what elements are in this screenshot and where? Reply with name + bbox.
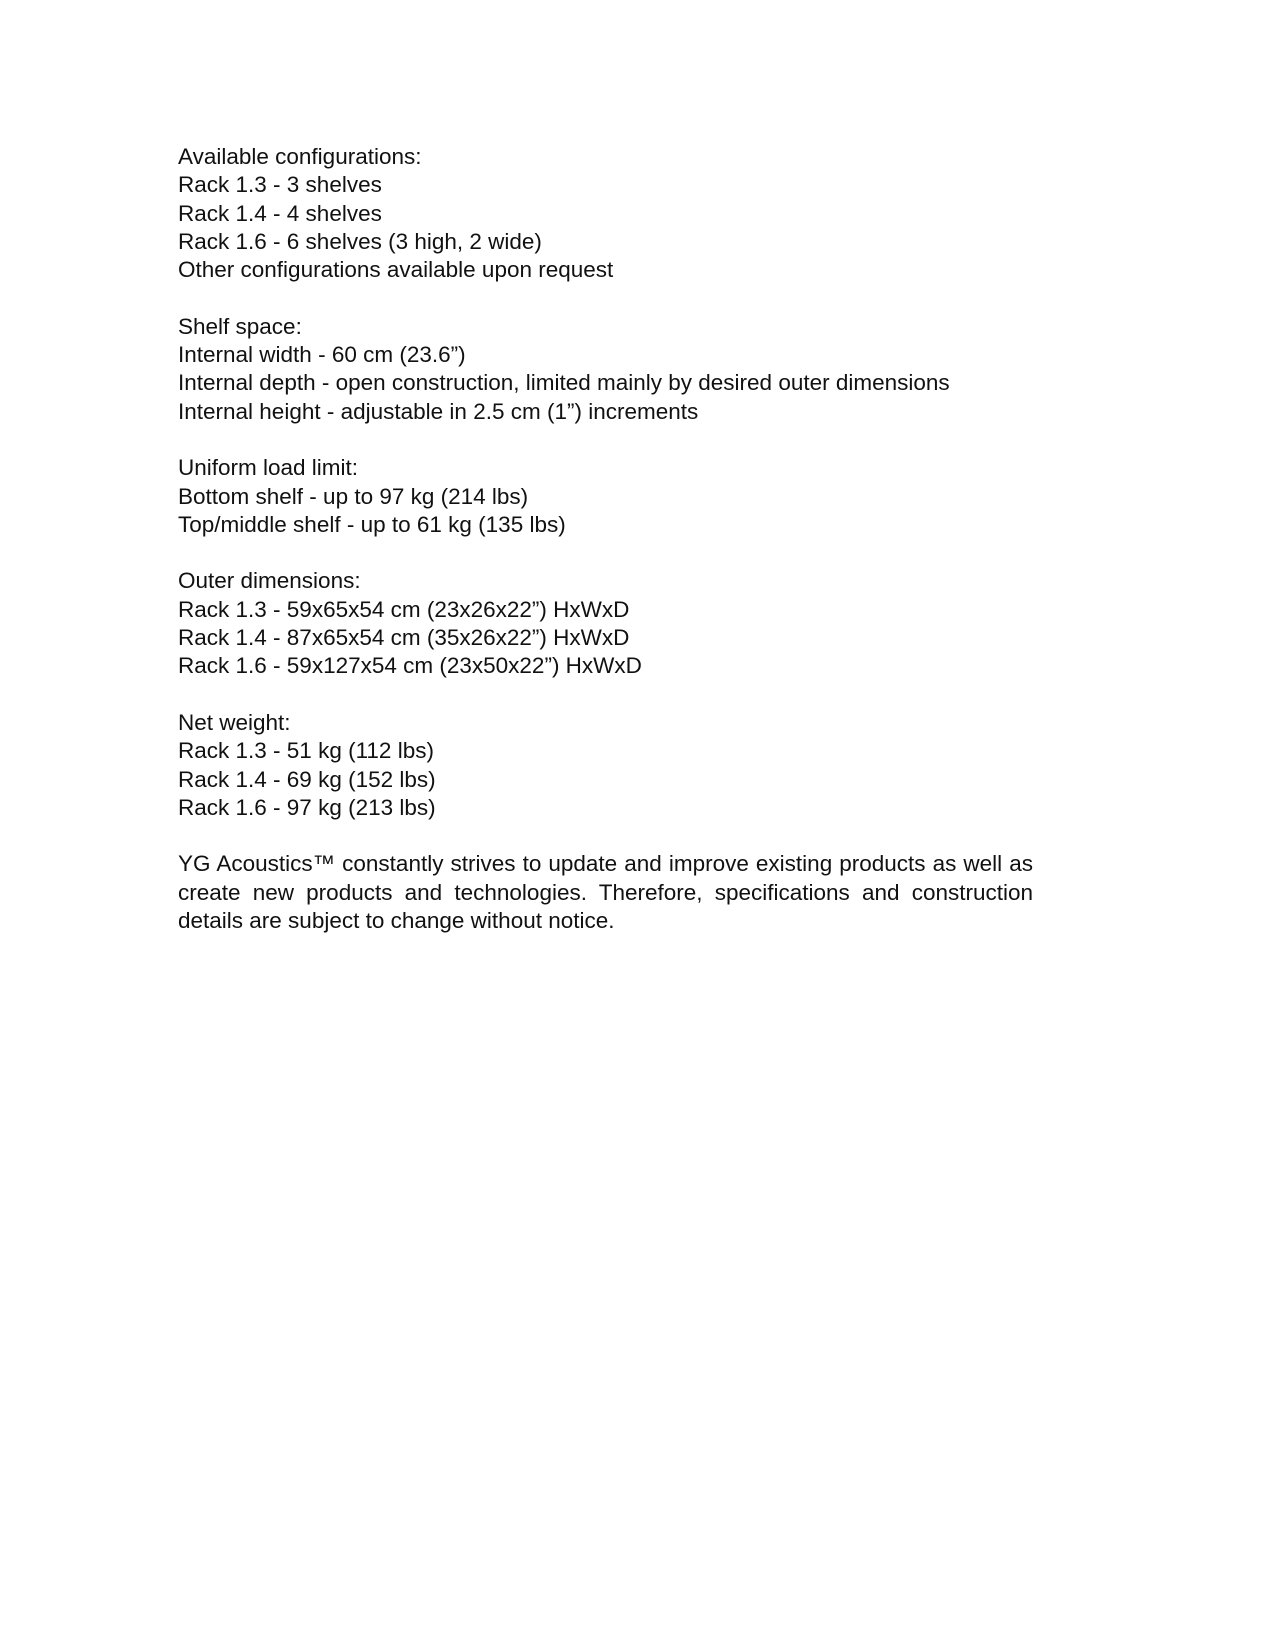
section-net-weight xyxy=(178,709,1033,822)
spec-line: Bottom shelf - up to 97 kg (214 lbs) xyxy=(178,483,529,509)
spec-line: Rack 1.4 - 4 shelves xyxy=(178,200,382,226)
spec-line: Internal depth - open construction, limited mainly by desired outer dimensions xyxy=(178,370,950,396)
spec-line: Internal width - 60 cm (23.6”) xyxy=(178,342,466,368)
section-heading: Net weight: xyxy=(178,709,291,735)
section-heading: Shelf space: xyxy=(178,313,302,339)
spec-line: Internal height - adjustable in 2.5 cm (1”) increments xyxy=(178,398,699,424)
spec-line: Rack 1.3 - 59x65x54 cm (23x26x22”) HxWxD xyxy=(178,596,630,622)
spec-line: Rack 1.3 - 3 shelves xyxy=(178,172,382,198)
spec-line: Rack 1.4 - 87x65x54 cm (35x26x22”) HxWxD xyxy=(178,625,630,651)
section-uniform-load-limit xyxy=(178,454,1033,539)
disclaimer-paragraph: YG Acoustics™ constantly strives to update and improve existing products as well as create new products and technologies. Therefore, specifications and construction details are subject to change without notice. xyxy=(178,851,1033,934)
section-heading: Uniform load limit: xyxy=(178,455,359,481)
spec-line: Other configurations available upon request xyxy=(178,257,614,283)
section-outer-dimensions xyxy=(178,567,1033,680)
section-available-configurations xyxy=(178,143,1033,284)
section-heading: Available configurations: xyxy=(178,144,422,169)
document-page xyxy=(178,143,1033,935)
spec-line: Top/middle shelf - up to 61 kg (135 lbs) xyxy=(178,511,566,537)
spec-line: Rack 1.4 - 69 kg (152 lbs) xyxy=(178,766,436,792)
spec-line: Rack 1.3 - 51 kg (112 lbs) xyxy=(178,738,434,764)
spec-line: Rack 1.6 - 97 kg (213 lbs) xyxy=(178,794,436,820)
spec-line: Rack 1.6 - 6 shelves (3 high, 2 wide) xyxy=(178,228,542,254)
section-shelf-space xyxy=(178,313,1033,426)
section-heading: Outer dimensions: xyxy=(178,568,361,594)
spec-line: Rack 1.6 - 59x127x54 cm (23x50x22”) HxWxD xyxy=(178,653,642,679)
